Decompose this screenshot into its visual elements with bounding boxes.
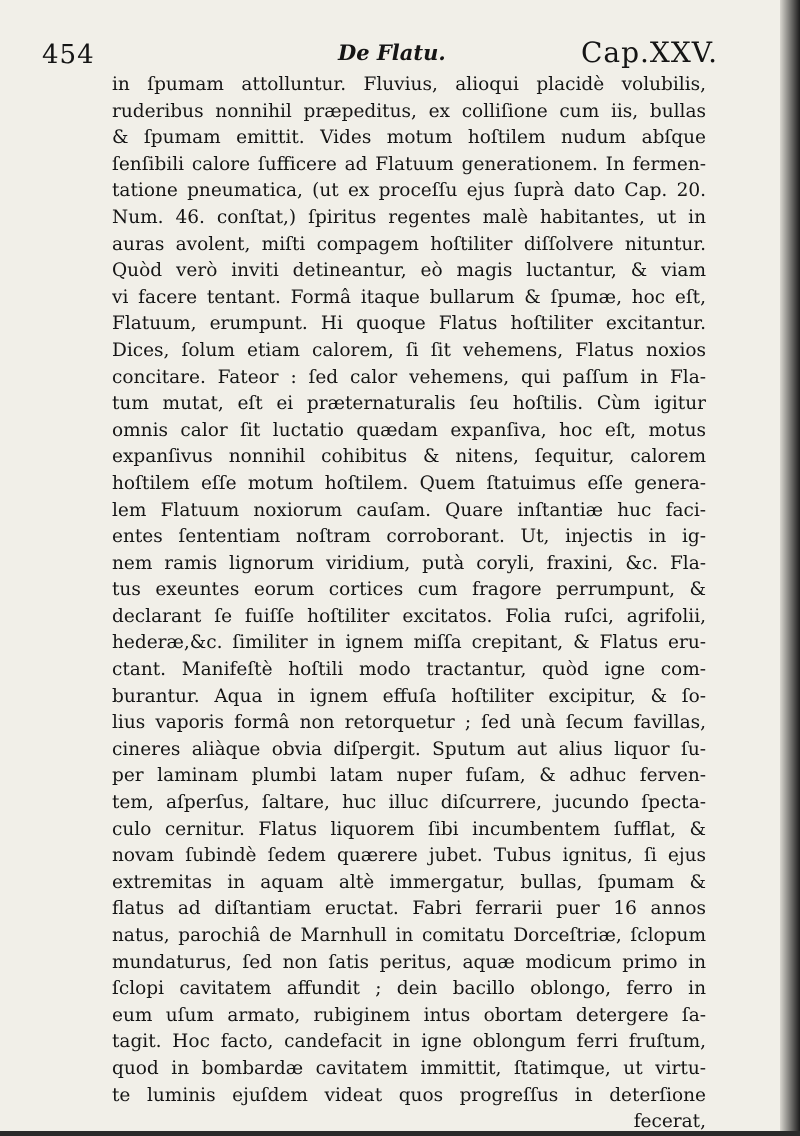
text-line: declarant ſe fuiſſe hoſtiliter excitatos. Folia ruſci, agrifolii, bbox=[112, 605, 706, 627]
text-line: ſclopi cavitatem affundit ; dein bacillo oblongo, ferro in bbox=[112, 978, 706, 1000]
running-title: De Flatu. bbox=[338, 40, 446, 65]
text-line: culo cernitur. Flatus liquorem ſibi incumbentem ſufflat, & bbox=[112, 818, 706, 840]
text-line: novam ſubindè ſedem quærere jubet. Tubus ignitus, ſi ejus bbox=[112, 845, 706, 867]
text-line: Flatuum, erumpunt. Hi quoque Flatus hoſtiliter excitantur. bbox=[112, 313, 706, 335]
text-line: concitare. Fateor : ſed calor vehemens, qui paſſum in Fla- bbox=[112, 366, 706, 388]
text-line: vi facere tentant. Formâ itaque bullarum & ſpumæ, hoc eſt, bbox=[112, 286, 706, 308]
page-header bbox=[40, 36, 720, 76]
text-line: nem ramis lignorum viridium, putà coryli, fraxini, &c. Fla- bbox=[112, 552, 706, 574]
text-line: fecerat, bbox=[633, 1111, 706, 1133]
page-number: 454 bbox=[42, 40, 95, 70]
text-line: mundaturus, ſed non ſatis peritus, aquæ modicum primo in bbox=[112, 951, 706, 973]
text-line: hederæ,&c. ſimiliter in ignem miſſa crepitant, & Flatus eru- bbox=[112, 632, 706, 654]
text-line: ſenſibili calore ſufficere ad Flatuum generationem. In fermen- bbox=[112, 153, 706, 175]
text-line: entes ſententiam noſtram corroborant. Ut, injectis in ig- bbox=[112, 526, 706, 548]
text-line: quod in bombardæ cavitatem immittit, ſtatimque, ut virtu- bbox=[112, 1057, 706, 1079]
text-line: natus, parochiâ de Marnhull in comitatu Dorceſtriæ, ſclopum bbox=[112, 925, 706, 946]
text-line: ctant. Manifeſtè hoſtili modo tractantur, quòd igne com- bbox=[112, 659, 706, 681]
chapter-label: Cap.XXV. bbox=[580, 36, 718, 69]
text-line: in ſpumam attolluntur. Fluvius, alioqui placidè volubilis, bbox=[112, 74, 706, 95]
text-line: tatione pneumatica, (ut ex proceſſu ejus ſuprà dato Cap. 20. bbox=[112, 180, 706, 202]
text-line: cineres aliàque obvia diſpergit. Sputum aut alius liquor ſu- bbox=[112, 738, 706, 760]
text-line: per laminam plumbi latam nuper fuſam, & adhuc ferven- bbox=[112, 765, 706, 787]
text-line: lius vaporis formâ non retorquetur ; ſed unà ſecum favillas, bbox=[112, 712, 706, 734]
text-line: Dices, ſolum etiam calorem, ſi ſit vehemens, Flatus noxios bbox=[112, 339, 706, 361]
text-line: omnis calor ſit luctatio quædam expanſiva, hoc eſt, motus bbox=[112, 419, 706, 441]
text-line: & ſpumam emittit. Vides motum hoſtilem nudum abſque bbox=[112, 127, 706, 149]
text-line: tum mutat, eſt ei præternaturalis ſeu hoſtilis. Cùm igitur bbox=[112, 393, 706, 415]
text-line: eum uſum armato, rubiginem intus obortam detergere ſa- bbox=[112, 1004, 706, 1026]
text-line: extremitas in aquam altè immergatur, bullas, ſpumam & bbox=[112, 871, 706, 893]
text-line: burantur. Aqua in ignem effuſa hoſtiliter excipitur, & ſo- bbox=[112, 685, 706, 707]
text-line: ruderibus nonnihil præpeditus, ex colliſione cum iis, bullas bbox=[112, 100, 706, 122]
page-edge-shadow bbox=[780, 0, 800, 1131]
text-line: hoſtilem eſſe motum hoſtilem. Quem ſtatuimus eſſe genera- bbox=[112, 472, 706, 494]
text-line: auras avolent, miſti compagem hoſtiliter diſſolvere nituntur. bbox=[112, 233, 706, 255]
text-line: tus exeuntes eorum cortices cum fragore perrumpunt, & bbox=[112, 579, 706, 601]
body-text bbox=[112, 72, 706, 1136]
text-line: tagit. Hoc facto, candefacit in igne oblongum ferri fruſtum, bbox=[112, 1031, 706, 1053]
text-line: tem, aſperſus, ſaltare, huc illuc diſcurrere, jucundo ſpecta- bbox=[112, 792, 706, 814]
text-line: te luminis ejuſdem videat quos progreſſus in deterſione bbox=[112, 1084, 706, 1106]
text-line: flatus ad diſtantiam eructat. Fabri ferrarii puer 16 annos bbox=[112, 898, 706, 920]
text-line: lem Flatuum noxiorum cauſam. Quare inſtantiæ huc faci- bbox=[112, 499, 706, 521]
text-line: Quòd verò inviti detineantur, eò magis luctantur, & viam bbox=[112, 260, 706, 282]
text-line: Num. 46. conſtat,) ſpiritus regentes malè habitantes, ut in bbox=[112, 206, 706, 228]
text-line: expanſivus nonnihil cohibitus & nitens, ſequitur, calorem bbox=[112, 446, 706, 468]
